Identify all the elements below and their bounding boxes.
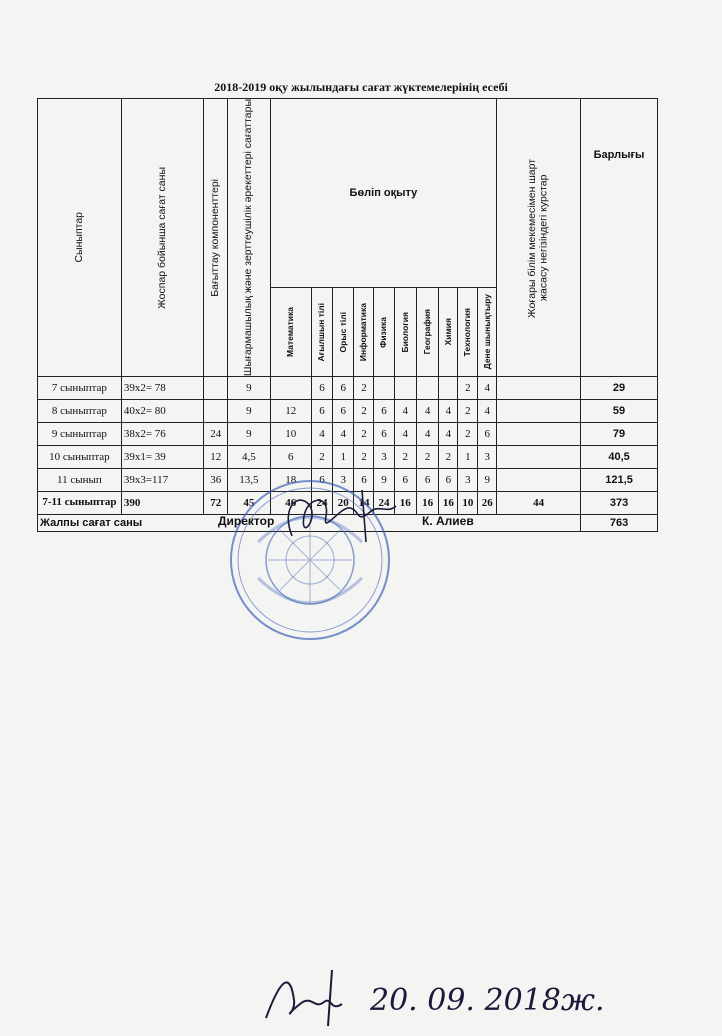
higher-ed-cell xyxy=(497,469,581,492)
plan-cell: 39х3=117 xyxy=(121,469,204,492)
subject-cell: 2 xyxy=(354,400,374,423)
total-cell: 29 xyxy=(581,377,658,400)
subject-cell: 10 xyxy=(270,423,311,446)
subject-cell: 2 xyxy=(354,423,374,446)
header-subject: География xyxy=(416,288,438,377)
class-cell: 9 сыныптар xyxy=(38,423,122,446)
table-row xyxy=(38,423,658,446)
subject-cell: 4 xyxy=(439,423,458,446)
plan-cell: 38х2= 76 xyxy=(121,423,204,446)
creative-cell: 4,5 xyxy=(228,446,271,469)
subject-cell: 6 xyxy=(270,446,311,469)
subject-cell: 4 xyxy=(439,400,458,423)
header-subject: Технология xyxy=(458,288,478,377)
header-subject: Ағылшын тілі xyxy=(311,288,332,377)
header-subject: Биология xyxy=(394,288,416,377)
class-cell: 10 сыныптар xyxy=(38,446,122,469)
subject-cell: 2 xyxy=(354,377,374,400)
handwritten-date xyxy=(260,960,605,1030)
header-creative: Шығармашылық және зерттеушілік әрекеттері сағаттары xyxy=(228,99,271,377)
subject-cell: 4 xyxy=(394,423,416,446)
subject-cell: 4 xyxy=(478,400,497,423)
plan-cell: 39х1= 39 xyxy=(121,446,204,469)
subject-cell: 6 xyxy=(478,423,497,446)
table-row xyxy=(38,377,658,400)
document-title: 2018-2019 оқу жылындағы сағат жүктемелерінің есебі xyxy=(214,80,508,94)
subject-cell: 4 xyxy=(416,400,438,423)
header-subject: Химия xyxy=(439,288,458,377)
total-cell: 59 xyxy=(581,400,658,423)
header-orientation: Бағыттау компоненттері xyxy=(204,99,228,377)
subject-cell: 2 xyxy=(458,400,478,423)
director-label: Директор xyxy=(218,514,275,528)
subject-cell: 24 xyxy=(311,492,332,515)
header-split: Бөліп оқыту xyxy=(270,99,497,288)
higher-ed-cell: 44 xyxy=(497,492,581,515)
header-subject: Физика xyxy=(374,288,394,377)
plan-cell: 39х2= 78 xyxy=(121,377,204,400)
subject-cell: 6 xyxy=(333,377,354,400)
header-subject: Информатика xyxy=(354,288,374,377)
creative-cell: 9 xyxy=(228,377,271,400)
creative-cell: 9 xyxy=(228,400,271,423)
subject-cell: 14 xyxy=(354,492,374,515)
subject-cell: 24 xyxy=(374,492,394,515)
header-classes: Сыныптар xyxy=(38,99,122,377)
subject-cell: 4 xyxy=(311,423,332,446)
subject-cell: 3 xyxy=(374,446,394,469)
orient-cell: 72 xyxy=(204,492,228,515)
total-cell: 121,5 xyxy=(581,469,658,492)
header-subject: Математика xyxy=(270,288,311,377)
director-name: К. Алиев xyxy=(422,514,474,528)
class-cell: 8 сыныптар xyxy=(38,400,122,423)
subject-cell: 2 xyxy=(354,446,374,469)
grand-total-label: Жалпы сағат саны xyxy=(38,515,581,532)
higher-ed-cell xyxy=(497,423,581,446)
subject-cell: 2 xyxy=(311,446,332,469)
hours-table xyxy=(37,98,658,532)
subject-cell: 6 xyxy=(374,423,394,446)
total-cell: 79 xyxy=(581,423,658,446)
subject-cell: 4 xyxy=(416,423,438,446)
header-higher-ed: Жоғары білім мекемесімен шарт жасасу негізіндегі курстар xyxy=(497,99,581,377)
subject-cell: 16 xyxy=(416,492,438,515)
subject-cell: 18 xyxy=(270,469,311,492)
header-total: Барлығы xyxy=(581,99,658,377)
subject-cell: 1 xyxy=(458,446,478,469)
higher-ed-cell xyxy=(497,446,581,469)
subject-cell: 6 xyxy=(439,469,458,492)
subject-cell: 4 xyxy=(478,377,497,400)
subject-cell: 6 xyxy=(354,469,374,492)
subject-cell: 2 xyxy=(458,423,478,446)
subject-cell: 3 xyxy=(333,469,354,492)
subject-cell xyxy=(416,377,438,400)
subject-cell: 10 xyxy=(458,492,478,515)
subject-cell: 16 xyxy=(394,492,416,515)
subject-cell xyxy=(439,377,458,400)
grand-total-value: 763 xyxy=(581,515,658,532)
subject-cell: 3 xyxy=(458,469,478,492)
total-cell: 40,5 xyxy=(581,446,658,469)
subject-cell: 9 xyxy=(478,469,497,492)
creative-cell: 45 xyxy=(228,492,271,515)
header-plan-hours: Жоспар бойынша сағат саны xyxy=(121,99,204,377)
subject-cell: 4 xyxy=(333,423,354,446)
svg-text:20. 09. 2018ж.: 20. 09. 2018ж. xyxy=(370,983,605,1018)
orient-cell: 24 xyxy=(204,423,228,446)
subject-cell: 6 xyxy=(374,400,394,423)
subject-cell: 4 xyxy=(394,400,416,423)
creative-cell: 9 xyxy=(228,423,271,446)
subject-cell: 2 xyxy=(394,446,416,469)
subject-cell: 12 xyxy=(270,400,311,423)
creative-cell: 13,5 xyxy=(228,469,271,492)
class-cell: 11 сынып xyxy=(38,469,122,492)
header-subject: Дене шынықтыру xyxy=(478,288,497,377)
subject-cell: 2 xyxy=(458,377,478,400)
orient-cell: 36 xyxy=(204,469,228,492)
subject-cell: 16 xyxy=(439,492,458,515)
subject-cell: 6 xyxy=(311,400,332,423)
subject-cell xyxy=(374,377,394,400)
subject-cell xyxy=(394,377,416,400)
table-row xyxy=(38,400,658,423)
subject-cell: 26 xyxy=(478,492,497,515)
header-subject: Орыс тілі xyxy=(333,288,354,377)
subject-cell xyxy=(270,377,311,400)
higher-ed-cell xyxy=(497,400,581,423)
subject-cell: 3 xyxy=(478,446,497,469)
subject-cell: 2 xyxy=(439,446,458,469)
plan-cell: 40х2= 80 xyxy=(121,400,204,423)
table-row xyxy=(38,446,658,469)
orient-cell: 12 xyxy=(204,446,228,469)
director-signature xyxy=(270,486,410,546)
subject-cell: 6 xyxy=(394,469,416,492)
subject-cell: 9 xyxy=(374,469,394,492)
subject-cell: 6 xyxy=(333,400,354,423)
orient-cell xyxy=(204,400,228,423)
subject-cell: 1 xyxy=(333,446,354,469)
class-cell: 7-11 сыныптар xyxy=(38,492,122,515)
subject-cell: 2 xyxy=(416,446,438,469)
total-cell: 373 xyxy=(581,492,658,515)
subject-cell: 6 xyxy=(311,377,332,400)
plan-cell: 390 xyxy=(121,492,204,515)
subject-cell: 6 xyxy=(416,469,438,492)
higher-ed-cell xyxy=(497,377,581,400)
subject-cell: 20 xyxy=(333,492,354,515)
subject-cell: 6 xyxy=(311,469,332,492)
subject-cell: 46 xyxy=(270,492,311,515)
class-cell: 7 сыныптар xyxy=(38,377,122,400)
orient-cell xyxy=(204,377,228,400)
